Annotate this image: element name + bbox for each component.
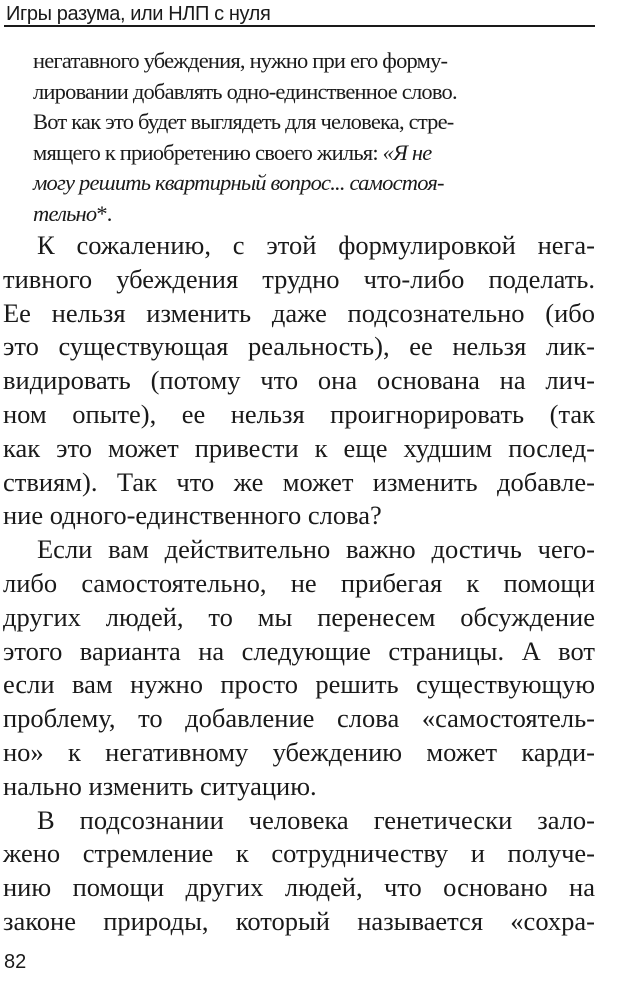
intro-line bbox=[33, 199, 567, 230]
text-line: В подсознании человека генетически зало- bbox=[37, 804, 595, 835]
text-line: К сожалению, с этой формулировкой нега- bbox=[37, 230, 595, 260]
intro-line bbox=[33, 138, 567, 169]
text-line: других людей, то мы перенесем обсуждение bbox=[3, 601, 595, 632]
text-line: законе природы, который называется «сохра- bbox=[3, 905, 595, 936]
intro-line: Вот как это будет выглядеть для человека, стре- bbox=[33, 109, 454, 134]
paragraph-1 bbox=[3, 229, 595, 533]
intro-line bbox=[33, 168, 567, 199]
text-line: либо самостоятельно, не прибегая к помощи bbox=[3, 567, 595, 598]
intro-paragraph bbox=[33, 46, 567, 229]
text-line: если вам нужно просто решить существующую bbox=[3, 669, 595, 700]
text-line: Ее нельзя изменить даже подсознательно (ибо bbox=[3, 297, 595, 328]
text-line: этого варианта на следующие страницы. А вот bbox=[3, 635, 595, 666]
text-line: нально изменить ситуацию. bbox=[3, 770, 317, 801]
intro-line: лировании добавлять одно-единственное слово. bbox=[33, 78, 457, 104]
text-line: ном опыте), ее нельзя проигнорировать (так bbox=[3, 398, 595, 429]
paragraph-2 bbox=[3, 533, 595, 803]
text-line: это существующая реальность), ее нельзя лик- bbox=[3, 331, 595, 362]
intro-line: негатавного убеждения, нужно при его форму- bbox=[33, 48, 448, 73]
text-line: Если вам действительно важно достичь чего- bbox=[37, 534, 595, 565]
header-rule bbox=[4, 25, 595, 27]
text-line: нию помощи других людей, что основано на bbox=[3, 872, 595, 903]
text-line: жено стремление к сотрудничеству и получе- bbox=[3, 838, 595, 869]
paragraph-3 bbox=[3, 804, 595, 939]
intro-footnote-mark: *. bbox=[96, 200, 112, 226]
intro-quote-start: «Я не bbox=[382, 139, 432, 165]
main-text bbox=[3, 229, 595, 939]
text-line: ствиям). Так что же может изменить добавле- bbox=[3, 466, 595, 497]
running-head: Игры разума, или НЛП с нуля bbox=[6, 3, 271, 25]
intro-quote-text: могу решить квартирный вопрос... самостоя- bbox=[33, 170, 444, 195]
text-line: ние одного-единственного слова? bbox=[3, 500, 382, 531]
text-line: как это может привести к еще худшим послед- bbox=[3, 432, 595, 463]
page-number: 82 bbox=[4, 951, 27, 973]
intro-quote-end: тельно bbox=[33, 200, 97, 226]
text-line: видировать (потому что она основана на лич- bbox=[3, 365, 595, 396]
intro-line-text: мящего к приобретению своего жилья: bbox=[33, 139, 383, 165]
text-line: тивного убеждения трудно что-либо поделать. bbox=[3, 263, 595, 294]
text-line: но» к негативному убеждению может карди- bbox=[3, 736, 595, 767]
text-line: проблему, то добавление слова «самостоятель- bbox=[3, 703, 595, 734]
